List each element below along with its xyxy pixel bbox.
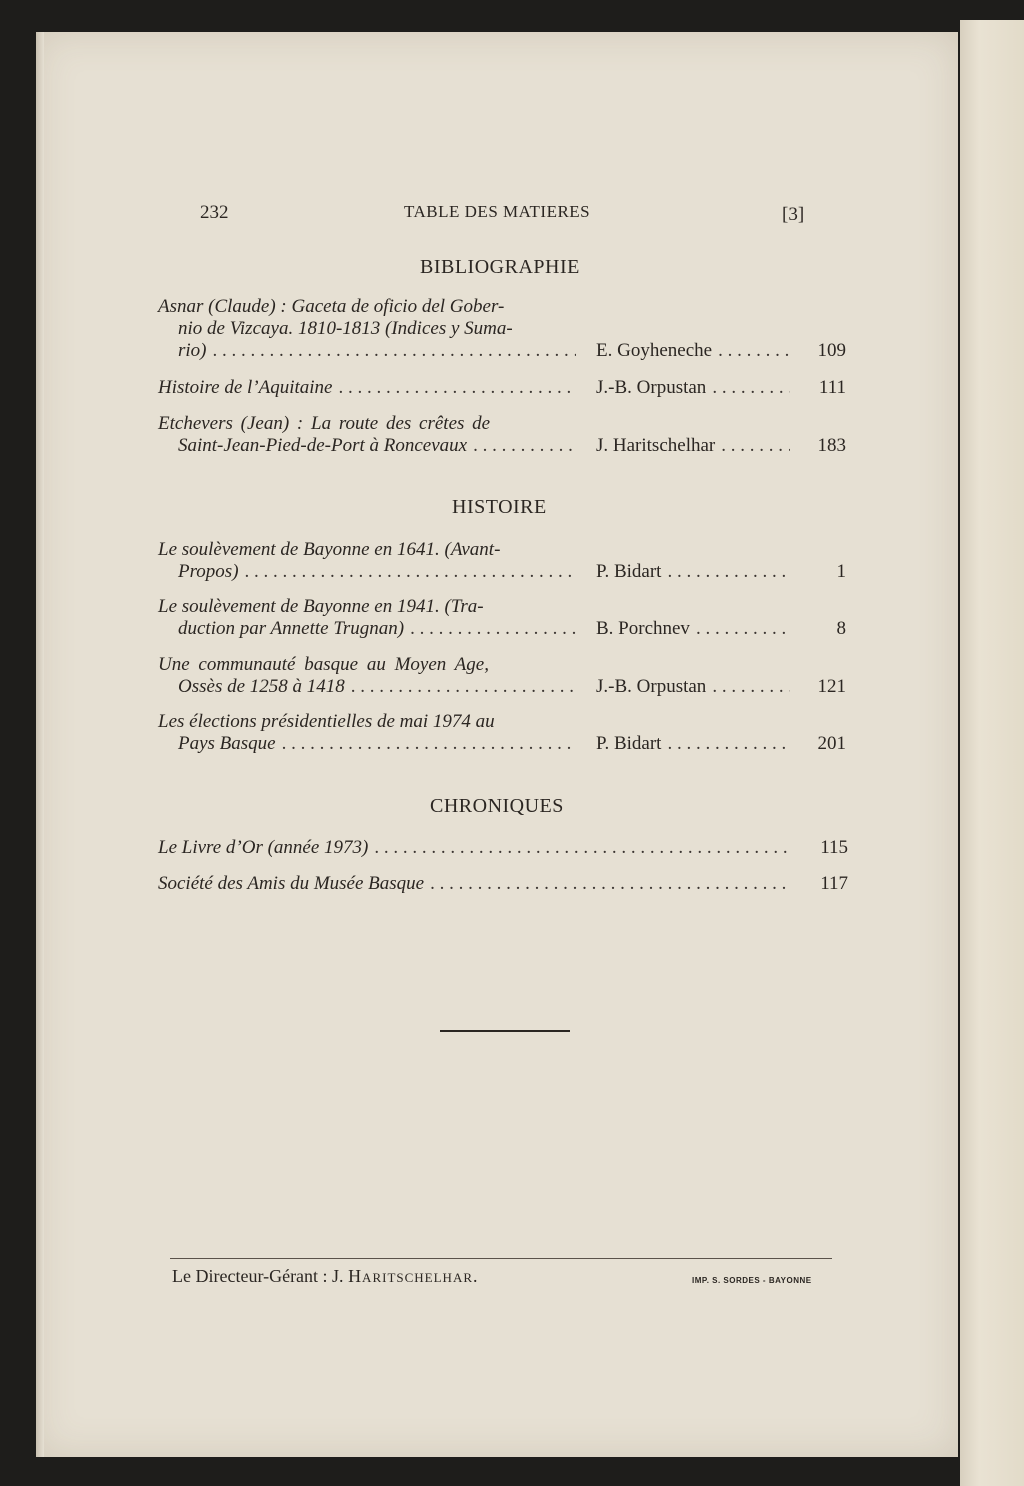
entry-page: 121 bbox=[817, 676, 846, 697]
dot-leader bbox=[473, 435, 576, 457]
toc-entry bbox=[158, 377, 848, 399]
dot-leader bbox=[430, 873, 792, 895]
entry-title-line: Le soulèvement de Bayonne en 1941. (Tra- bbox=[158, 596, 484, 617]
dot-leader bbox=[712, 676, 790, 698]
entry-author: E. Goyheneche bbox=[596, 340, 713, 361]
dot-leader bbox=[410, 618, 576, 640]
dot-leader bbox=[374, 837, 792, 859]
dot-leader bbox=[339, 377, 577, 399]
entry-page: 109 bbox=[817, 340, 846, 361]
director-label: Le Directeur-Gérant : J. bbox=[172, 1266, 344, 1286]
toc-entry bbox=[158, 596, 848, 640]
entry-page: 115 bbox=[820, 837, 848, 858]
entry-title-line: Une communauté basque au Moyen Age, bbox=[158, 654, 489, 675]
entry-title-line: Pays Basque bbox=[178, 733, 276, 754]
entry-title: Le Livre d’Or (année 1973) bbox=[158, 837, 369, 858]
running-title: TABLE DES MATIERES bbox=[404, 202, 591, 221]
entry-author: B. Porchnev bbox=[596, 618, 690, 639]
director-line bbox=[172, 1266, 479, 1287]
end-rule bbox=[440, 1030, 570, 1032]
toc-entry bbox=[158, 711, 848, 755]
entry-title-line: Propos) bbox=[178, 561, 239, 582]
entry-title-line: Asnar (Claude) : Gaceta de oficio del Gober- bbox=[158, 296, 505, 317]
entry-title-line: Le soulèvement de Bayonne en 1641. (Avant- bbox=[158, 539, 501, 560]
entry-title-line: duction par Annette Trugnan) bbox=[178, 618, 405, 639]
entry-page: 1 bbox=[836, 561, 846, 582]
dot-leader bbox=[213, 340, 577, 362]
dot-leader bbox=[282, 733, 576, 755]
page-number: 232 bbox=[200, 202, 229, 223]
entry-author: P. Bidart bbox=[596, 561, 662, 582]
entry-author: J.-B. Orpustan bbox=[596, 676, 707, 697]
entry-title-line: Etchevers (Jean) : La route des crêtes de bbox=[158, 413, 491, 434]
toc-entry bbox=[158, 413, 848, 457]
section-mark: [3] bbox=[782, 204, 805, 225]
entry-page: 117 bbox=[820, 873, 848, 894]
entry-author: J.-B. Orpustan bbox=[596, 377, 707, 398]
section-heading-bibliographie: BIBLIOGRAPHIE bbox=[420, 256, 580, 278]
entry-page: 111 bbox=[818, 377, 846, 398]
section-heading-histoire: HISTOIRE bbox=[452, 496, 547, 518]
entry-title-line: nio de Vizcaya. 1810-1813 (Indices y Suma- bbox=[178, 318, 513, 339]
toc-entry bbox=[158, 539, 848, 583]
dot-leader bbox=[721, 435, 790, 457]
entry-title-line: Histoire de l’Aquitaine bbox=[158, 377, 333, 398]
toc-entry bbox=[158, 654, 848, 698]
dot-leader bbox=[667, 733, 790, 755]
toc-entry bbox=[158, 873, 848, 895]
entry-author: J. Haritschelhar bbox=[596, 435, 716, 456]
entry-title-line: Saint-Jean-Pied-de-Port à Roncevaux bbox=[178, 435, 468, 456]
entry-title-line: rio) bbox=[178, 340, 207, 361]
printer-imprint: IMP. S. SORDES - BAYONNE bbox=[692, 1276, 812, 1285]
dot-leader bbox=[696, 618, 790, 640]
section-heading-chroniques: CHRONIQUES bbox=[430, 795, 564, 817]
entry-author: P. Bidart bbox=[596, 733, 662, 754]
director-name: Haritschelhar. bbox=[348, 1266, 479, 1286]
toc-entry bbox=[158, 837, 848, 859]
dot-leader bbox=[712, 377, 790, 399]
entry-page: 183 bbox=[817, 435, 846, 456]
entry-title: Société des Amis du Musée Basque bbox=[158, 873, 425, 894]
dot-leader bbox=[667, 561, 790, 583]
entry-title-line: Ossès de 1258 à 1418 bbox=[178, 676, 345, 697]
entry-page: 201 bbox=[817, 733, 846, 754]
footer-rule bbox=[170, 1258, 832, 1259]
facing-page-edge bbox=[960, 20, 1024, 1486]
entry-page: 8 bbox=[836, 618, 846, 639]
toc-entry bbox=[158, 296, 848, 362]
dot-leader bbox=[351, 676, 576, 698]
dot-leader bbox=[718, 340, 790, 362]
dot-leader bbox=[245, 561, 576, 583]
entry-title-line: Les élections présidentielles de mai 1974 au bbox=[158, 711, 495, 732]
